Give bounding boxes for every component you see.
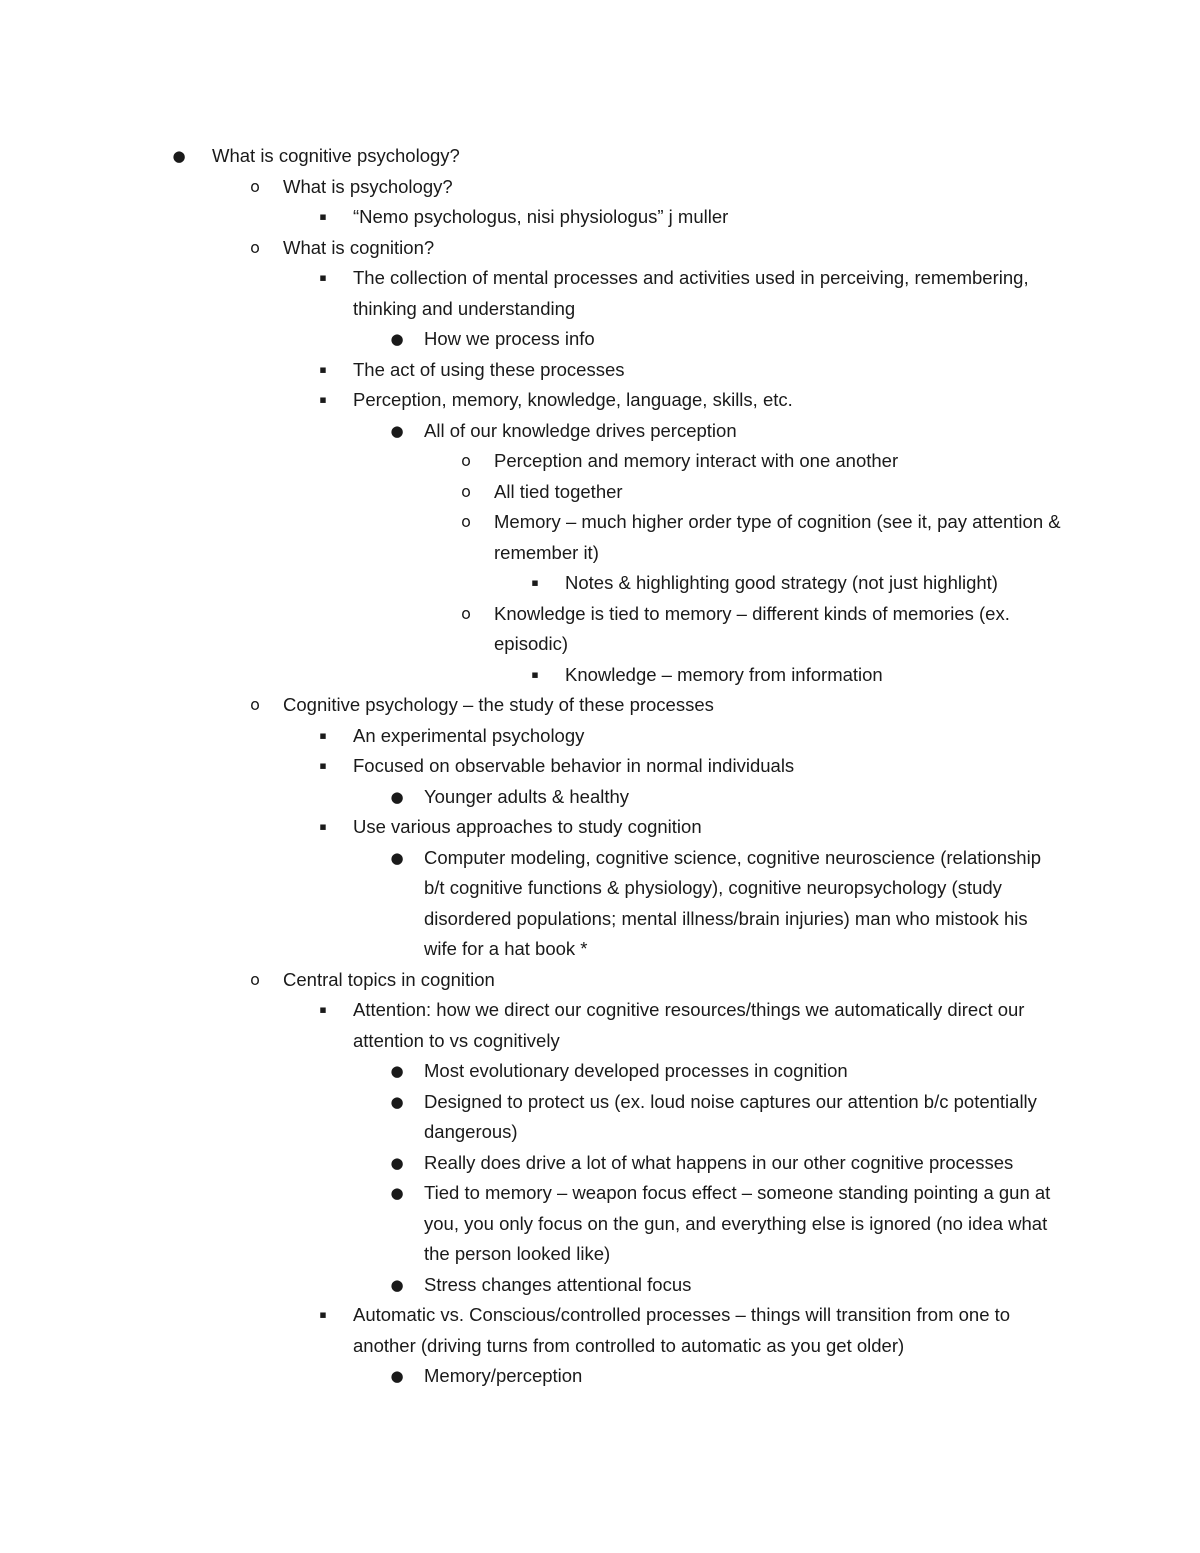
list-item-text: Stress changes attentional focus bbox=[424, 1273, 692, 1295]
square-bullet-icon: ▪ bbox=[319, 271, 327, 284]
square-bullet-icon: ▪ bbox=[319, 362, 327, 376]
bullet-bullet-icon: ● bbox=[390, 787, 404, 806]
list-item bbox=[0, 446, 1200, 477]
circle-bullet-icon: o bbox=[461, 481, 471, 501]
list-item bbox=[0, 385, 1200, 416]
list-item-text: An experimental psychology bbox=[353, 724, 585, 746]
bullet-bullet-icon: ● bbox=[390, 1275, 404, 1294]
list-item bbox=[0, 568, 1200, 599]
circle-bullet-icon: o bbox=[461, 603, 471, 623]
bullet-bullet-icon: ● bbox=[390, 1092, 404, 1111]
list-item bbox=[0, 202, 1200, 233]
list-item bbox=[0, 751, 1200, 782]
circle-bullet-icon: o bbox=[250, 969, 260, 989]
bullet-bullet-icon: ● bbox=[390, 330, 404, 348]
circle-bullet-icon: o bbox=[461, 512, 471, 531]
list-item bbox=[0, 172, 1200, 203]
list-item-text: “Nemo psychologus, nisi physiologus” j muller bbox=[353, 206, 729, 227]
list-item-text: What is cognition? bbox=[283, 236, 435, 258]
list-item-text: Cognitive psychology – the study of these processes bbox=[283, 694, 714, 715]
list-item-text: Knowledge – memory from information bbox=[565, 663, 883, 685]
circle-bullet-icon: o bbox=[250, 237, 260, 257]
list-item-text: Designed to protect us (ex. loud noise captures our attention b/c potentially dangerous) bbox=[424, 1090, 1037, 1142]
list-item-text: Knowledge is tied to memory – different kinds of memories (ex. episodic) bbox=[494, 602, 1010, 654]
square-bullet-icon: ▪ bbox=[531, 667, 539, 681]
list-item-text: Most evolutionary developed processes in cognition bbox=[424, 1060, 848, 1081]
list-item-text: Memory/perception bbox=[424, 1365, 583, 1386]
list-item-text: The act of using these processes bbox=[353, 358, 625, 380]
list-item-text: The collection of mental processes and activities used in perceiving, remembering, thinking and understanding bbox=[353, 267, 1029, 319]
list-item bbox=[0, 599, 1200, 660]
list-item-text: Central topics in cognition bbox=[283, 968, 495, 990]
list-item-text: Perception and memory interact with one another bbox=[494, 450, 899, 471]
list-item-text: Really does drive a lot of what happens in our other cognitive processes bbox=[424, 1151, 1014, 1173]
square-bullet-icon: ▪ bbox=[319, 393, 327, 406]
list-item bbox=[0, 233, 1200, 264]
list-item bbox=[0, 1056, 1200, 1087]
bullet-bullet-icon: ● bbox=[390, 1153, 404, 1172]
list-item-text: What is cognitive psychology? bbox=[212, 145, 460, 166]
bullet-bullet-icon: ● bbox=[172, 147, 186, 165]
list-item-text: What is psychology? bbox=[283, 175, 453, 197]
list-item bbox=[0, 1178, 1200, 1270]
list-item bbox=[0, 263, 1200, 324]
list-item-text: How we process info bbox=[424, 328, 595, 349]
bullet-bullet-icon: ● bbox=[390, 848, 404, 867]
bullet-bullet-icon: ● bbox=[390, 1062, 404, 1080]
square-bullet-icon: ▪ bbox=[531, 576, 539, 589]
list-item bbox=[0, 1270, 1200, 1301]
list-item bbox=[0, 995, 1200, 1056]
square-bullet-icon: ▪ bbox=[319, 820, 327, 833]
square-bullet-icon: ▪ bbox=[319, 728, 327, 742]
list-item bbox=[0, 660, 1200, 691]
list-item bbox=[0, 1148, 1200, 1179]
list-item bbox=[0, 477, 1200, 508]
list-item bbox=[0, 782, 1200, 813]
circle-bullet-icon: o bbox=[461, 451, 471, 470]
list-item-text: All of our knowledge drives perception bbox=[424, 419, 737, 441]
list-item bbox=[0, 1087, 1200, 1148]
list-item bbox=[0, 965, 1200, 996]
list-item bbox=[0, 721, 1200, 752]
circle-bullet-icon: o bbox=[250, 176, 260, 196]
list-item bbox=[0, 141, 1200, 172]
list-item-text: All tied together bbox=[494, 480, 623, 502]
list-item bbox=[0, 843, 1200, 965]
list-item bbox=[0, 324, 1200, 355]
square-bullet-icon: ▪ bbox=[319, 1003, 327, 1016]
circle-bullet-icon: o bbox=[250, 695, 260, 714]
list-item-text: Memory – much higher order type of cognition (see it, pay attention & remember it) bbox=[494, 511, 1061, 563]
notes-outline bbox=[0, 141, 1200, 1392]
list-item bbox=[0, 690, 1200, 721]
list-item-text: Notes & highlighting good strategy (not just highlight) bbox=[565, 572, 998, 593]
square-bullet-icon: ▪ bbox=[319, 1308, 327, 1321]
list-item-text: Use various approaches to study cognition bbox=[353, 816, 702, 837]
square-bullet-icon: ▪ bbox=[319, 759, 327, 772]
list-item-text: Tied to memory – weapon focus effect – someone standing pointing a gun at you, you only focus on the gun, and everything else is ignored (no idea what the person looked like) bbox=[424, 1182, 1051, 1264]
list-item-text: Attention: how we direct our cognitive resources/things we automatically direct our attention to vs cognitively bbox=[353, 999, 1025, 1051]
list-item bbox=[0, 1300, 1200, 1361]
list-item-text: Automatic vs. Conscious/controlled processes – things will transition from one to another (driving turns from controlled to automatic as you get older) bbox=[353, 1304, 1011, 1356]
list-item-text: Younger adults & healthy bbox=[424, 785, 630, 807]
list-item bbox=[0, 1361, 1200, 1392]
list-item bbox=[0, 416, 1200, 447]
list-item-text: Perception, memory, knowledge, language, skills, etc. bbox=[353, 389, 793, 410]
bullet-bullet-icon: ● bbox=[390, 1184, 404, 1202]
list-item bbox=[0, 355, 1200, 386]
list-item-text: Computer modeling, cognitive science, cognitive neuroscience (relationship b/t cognitive functions & physiology), cognitive neuropsychology (study disordered populations; mental illness/brain injuries) man who mistook his wife for a hat book * bbox=[424, 846, 1041, 959]
list-item bbox=[0, 812, 1200, 843]
bullet-bullet-icon: ● bbox=[390, 1367, 404, 1385]
list-item bbox=[0, 507, 1200, 568]
list-item-text: Focused on observable behavior in normal individuals bbox=[353, 755, 795, 776]
bullet-bullet-icon: ● bbox=[390, 421, 404, 440]
square-bullet-icon: ▪ bbox=[319, 210, 327, 223]
